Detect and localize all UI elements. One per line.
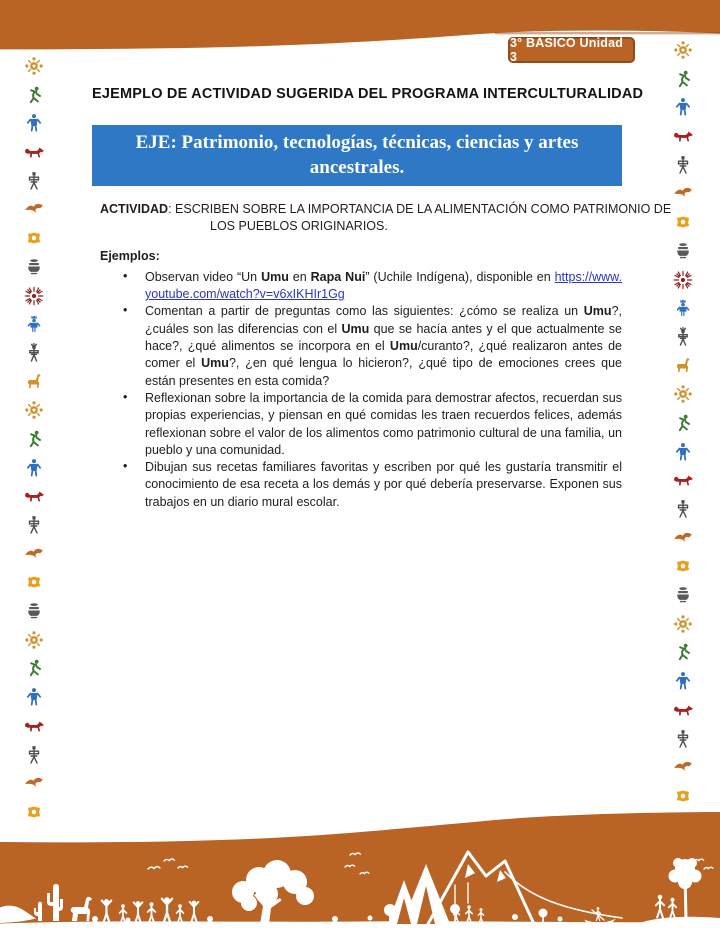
chief-icon [24,343,45,363]
dancer-icon [673,642,694,662]
bold-term: Rapa Nui [310,269,366,284]
fox-icon [673,470,694,490]
bold-term: Umu [583,304,612,319]
activity-section [92,201,672,236]
man-icon [673,499,694,519]
condor-icon [673,528,694,548]
example-text [145,303,622,389]
bullet-marker: • [123,268,128,283]
condor-icon [24,199,45,219]
eje-banner-line1: EJE: Patrimonio, tecnologías, técnicas, ciencias y artes [135,132,579,153]
bold-term: Umu [201,356,229,371]
page-title: EJEMPLO DE ACTIVIDAD SUGERIDA DEL PROGRAMA INTERCULTURALIDAD [92,86,644,102]
star-icon [24,286,45,306]
activity-label: ACTIVIDAD [100,202,169,216]
fox-icon [673,126,694,146]
left-icon-column [23,56,45,822]
flower-icon [24,228,45,248]
man-icon [673,729,694,749]
bullet-marker: • [123,459,128,474]
sun-icon [24,56,45,76]
dancer-icon [24,658,45,678]
examples-heading: Ejemplos: [100,248,160,263]
star-icon [673,270,694,290]
text-run: que se hacía antes y el que actualmente se hace?, ¿qué alimentos se incorpora en el [145,321,622,354]
flower-icon [673,212,694,232]
man-icon [24,515,45,535]
dancer-icon [673,69,694,89]
pot-icon [24,257,45,277]
sun-icon [673,40,694,60]
text-run: ?, ¿en qué lengua lo hicieron?, ¿qué tipo de emociones crees que están presentes en esta comida? [145,356,622,388]
example-item [92,303,622,389]
bold-term: Umu [261,269,289,284]
example-text [145,269,622,304]
fox-icon [24,142,45,162]
activity-separator: : [168,202,176,216]
eje-banner-line2: ancestrales. [309,157,405,178]
man-icon [24,745,45,765]
activity-line1 [100,201,672,218]
eje-banner [92,125,622,186]
condor-icon [24,773,45,793]
chief-icon [673,327,694,347]
sun-icon [24,630,45,650]
llama-icon [673,356,694,376]
totem-icon [673,298,694,318]
footer-landscape-illustration [0,812,720,932]
person-icon [673,97,694,117]
flower-icon [24,572,45,592]
text-run: ” (Uchile Indígena), disponible en [365,269,555,284]
flower-icon [673,786,694,806]
bullet-marker: • [123,389,128,404]
unit-badge: 3° BÁSICO Unidad 3 [508,37,635,63]
fox-icon [24,716,45,736]
pot-icon [24,601,45,621]
text-run: Comentan a partir de preguntas como las siguientes: ¿cómo se realiza un [145,304,584,319]
dancer-icon [24,85,45,105]
text-run: Observan video “Un [145,269,262,284]
bullet-marker: • [123,303,128,318]
llama-icon [24,372,45,392]
man-icon [673,155,694,175]
main-content [92,84,672,511]
examples-list [92,269,622,511]
condor-icon [673,757,694,777]
activity-text: ESCRIBEN SOBRE LA IMPORTANCIA DE LA ALIMENTACIÓN COMO PATRIMONIO DE [175,202,672,216]
example-text [145,390,622,459]
video-link[interactable]: https://www.youtube.com/watch?v=v6xIKHIr1Gg [145,269,622,302]
activity-line2: LOS PUEBLOS ORIGINARIOS. [210,219,388,234]
sun-icon [673,614,694,634]
right-icon-column [672,40,694,806]
dancer-icon [673,413,694,433]
person-icon [673,671,694,691]
condor-icon [673,183,694,203]
pot-icon [673,241,694,261]
flower-icon [673,556,694,576]
fox-icon [673,700,694,720]
totem-icon [24,314,45,334]
condor-icon [24,544,45,564]
man-icon [24,171,45,191]
example-item [92,459,622,511]
pot-icon [673,585,694,605]
text-run: Dibujan sus recetas familiares favoritas y escriben por qué les gustaría transmitir el conocimiento de esa receta a los demás y por qué debería preservarse. Exponen sus trabajos en un diario mural escolar. [145,460,622,509]
sun-icon [24,400,45,420]
bold-term: Umu [341,321,370,336]
text-run: /curanto?, ¿qué realizaron antes de comer el [145,339,622,371]
example-item [92,390,622,459]
person-icon [24,687,45,707]
text-run: en [288,269,311,284]
example-item [92,269,622,304]
bold-term: Umu [389,339,418,354]
fox-icon [24,486,45,506]
person-icon [673,442,694,462]
text-run: ?, ¿cuáles son las diferencias con el [145,304,622,336]
person-icon [24,458,45,478]
person-icon [24,113,45,133]
example-text [145,459,622,511]
text-run: Reflexionan sobre la importancia de la comida para demostrar afectos, recuerdan sus propias experiencias, y piensan en qué comidas les traen recuerdos felices, además reflexionan sobre el valor de los alimentos como patrimonio cultural de una familia, un pueblo y una comunidad. [145,390,622,457]
dancer-icon [24,429,45,449]
sun-icon [673,384,694,404]
